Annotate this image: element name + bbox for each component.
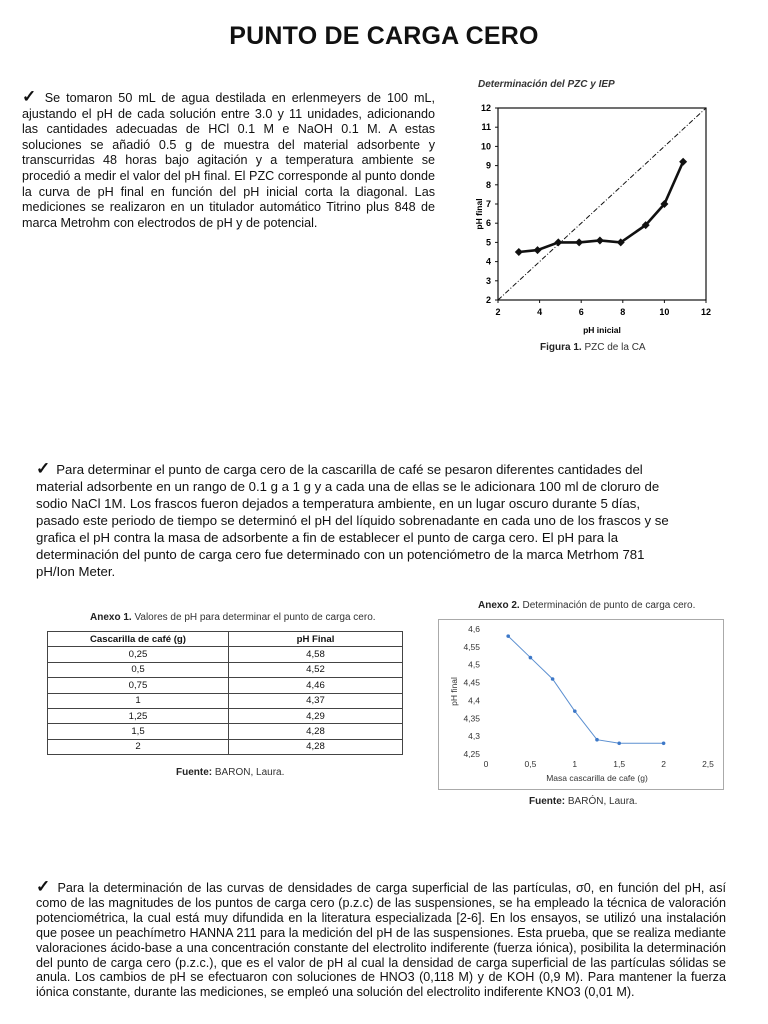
- data-point-marker: [554, 238, 562, 246]
- table-row: [48, 739, 403, 754]
- data-point-marker: [617, 741, 621, 745]
- cell-ph: 4,37: [229, 693, 403, 708]
- annex-2-source: [529, 796, 637, 807]
- x-tick-label: 2: [495, 307, 501, 317]
- x-tick-label: 2: [661, 759, 666, 769]
- y-tick-label: 9: [485, 160, 491, 171]
- figure-1-chart: [470, 96, 720, 340]
- table-row: [48, 678, 403, 693]
- checkmark-icon: ✓: [36, 877, 52, 896]
- cell-mass: 1,5: [48, 724, 229, 739]
- column-header: Cascarilla de café (g): [48, 632, 229, 647]
- checkmark-icon: ✓: [36, 459, 51, 478]
- data-point-marker: [529, 656, 533, 660]
- cell-ph: 4,28: [229, 739, 403, 754]
- data-point-marker: [662, 741, 666, 745]
- annex-1-caption: [90, 612, 376, 623]
- data-point-marker: [679, 158, 687, 166]
- y-tick-label: 4,6: [468, 624, 480, 634]
- y-tick-label: 4,3: [468, 731, 480, 742]
- cell-mass: 0,75: [48, 678, 229, 693]
- section-3-paragraph: [36, 877, 726, 1000]
- section-1-text: Se tomaron 50 mL de agua destilada en erlenmeyers de 100 mL, ajustando el pH de cada solución entre 3.0 y 11 unidades, adicionando las cantidades adecuadas de HCl 0.1 M e NaOH 0.1 M. A estas soluciones se añadió 0.5 g de muestra del material adsorbente y transcurridas 48 horas bajo agitación y a temperatura ambiente se procedió a medir el valor del pH final. El PZC corresponde al punto donde la curva de pH final en función del pH inicial corta la diagonal. Las mediciones se realizaron en un titulador automático Titrino plus 848 de marca Metrohm con electrodos de pH y de potencial.: [22, 91, 435, 230]
- data-point-marker: [534, 246, 542, 254]
- y-tick-label: 8: [485, 179, 491, 190]
- y-tick-label: 11: [481, 122, 491, 133]
- data-point-marker: [573, 709, 577, 713]
- annex-2-source-label: Fuente:: [529, 796, 566, 807]
- y-tick-label: 4,5: [468, 659, 480, 670]
- annex-2-caption-text: Determinación de punto de carga cero.: [522, 600, 696, 611]
- annex-1-source: [176, 767, 284, 778]
- checkmark-icon: ✓: [22, 87, 39, 106]
- x-tick-label: 8: [620, 307, 626, 317]
- x-tick-label: 2,5: [702, 759, 714, 769]
- annex-1-source-label: Fuente:: [176, 767, 213, 778]
- section-2-text: Para determinar el punto de carga cero de la cascarilla de café se pesaron diferentes cantidades del material adsorbente en un rango de 0.1 g a 1 g y a cada una de ellas se le adicionara 100 ml de cloruro de sodio NaCl 1M. Los frascos fueron dejados a temperatura ambiente, en un lugar oscuro durante 5 días, pasado este periodo de tiempo se determinó el pH del líquido sobrenadante en cada uno de los frascos y se grafica el pH contra la masa de adsorbente a fin de establecer el punto de carga cero. El pH para la determinación del punto de carga cero fue determinado con un potenciómetro de la marca Metrhom 781 pH/Ion Meter.: [36, 462, 669, 579]
- y-tick-label: 6: [485, 218, 491, 229]
- figure-1-heading: Determinación del PZC y IEP: [478, 79, 615, 90]
- page-title: PUNTO DE CARGA CERO: [229, 22, 539, 50]
- data-point-marker: [596, 236, 604, 244]
- cell-mass: 0,5: [48, 662, 229, 677]
- section-1-paragraph: [22, 89, 435, 231]
- figure-1-caption-text: PZC de la CA: [584, 342, 646, 353]
- y-tick-label: 4,55: [463, 641, 480, 652]
- y-tick-label: 5: [485, 237, 491, 248]
- cell-mass: 0,25: [48, 647, 229, 662]
- x-axis-label: Masa cascarilla de cafe (g): [546, 773, 648, 783]
- section-3-text: Para la determinación de las curvas de densidades de carga superficial de las partículas, σ0, en función del pH, así como de las magnitudes de los puntos de carga cero (p.z.c) de las suspensiones, se ha empleado la técnica de valoración potenciométrica, la cual está muy difundida en la literatura especializada [2-6]. En los ensayos, se utilizó una instalación que posee un peachímetro HANNA 211 para la medición del pH de las suspensiones. Esta prueba, que se realiza mediante valoraciones ácido-base a una concentración constante del electrolito indiferente (fuerza iónica), posibilita la determinación del punto de carga cero (p.z.c.), que es el valor de pH al cual la densidad de carga superficial de las partículas sólidas se anula. Los cambios de pH se efectuaron con soluciones de HNO3 (0,118 M) y de KOH (0,9 M). Para mantener la fuerza iónica constante, durante las mediciones, se empleó una solución del electrolito indiferente KNO3 (0,01 M).: [36, 881, 726, 1000]
- table-row: [48, 693, 403, 708]
- x-tick-label: 0: [483, 759, 489, 769]
- cell-mass: 1: [48, 693, 229, 708]
- annex-2-caption: [478, 600, 695, 611]
- table-row: [48, 662, 403, 677]
- y-tick-label: 4,45: [463, 677, 480, 688]
- cell-ph: 4,46: [229, 678, 403, 693]
- x-tick-label: 6: [578, 307, 584, 317]
- data-point-marker: [551, 677, 555, 681]
- chart-border: [439, 620, 724, 790]
- x-tick-label: 1,5: [613, 759, 626, 769]
- y-tick-label: 12: [480, 103, 491, 113]
- y-tick-label: 4,25: [463, 749, 480, 759]
- data-point-marker: [595, 738, 599, 742]
- y-tick-label: 2: [485, 295, 491, 305]
- annex-1-caption-label: Anexo 1.: [90, 612, 132, 623]
- y-tick-label: 4: [485, 256, 491, 267]
- section-2-paragraph: [36, 460, 686, 580]
- figure-1-caption-label: Figura 1.: [540, 342, 582, 353]
- annex-1-source-text: BARON, Laura.: [214, 767, 285, 778]
- cell-ph: 4,52: [229, 662, 403, 677]
- cell-ph: 4,29: [229, 708, 403, 723]
- x-axis-label: pH inicial: [583, 325, 621, 335]
- y-tick-label: 4,4: [468, 695, 480, 706]
- x-tick-label: 12: [700, 307, 712, 317]
- cell-ph: 4,28: [229, 724, 403, 739]
- diagonal-line: [498, 108, 706, 300]
- y-tick-label: 10: [480, 141, 491, 152]
- figure-1-caption: [540, 342, 646, 353]
- y-tick-label: 4,35: [463, 713, 480, 724]
- x-tick-label: 10: [659, 307, 670, 317]
- y-tick-label: 7: [485, 199, 491, 209]
- x-tick-label: 1: [572, 759, 578, 769]
- y-axis-label: pH final: [449, 677, 459, 706]
- table-row: [48, 708, 403, 723]
- y-tick-label: 3: [485, 275, 491, 286]
- column-header: pH Final: [229, 632, 403, 647]
- annex-1-caption-text: Valores de pH para determinar el punto de carga cero.: [134, 612, 376, 623]
- data-point-marker: [506, 634, 510, 638]
- cell-mass: 1,25: [48, 708, 229, 723]
- x-tick-label: 0,5: [524, 759, 537, 769]
- annex-2-chart: [438, 619, 724, 790]
- cell-mass: 2: [48, 739, 229, 754]
- annex-2-source-text: BARÓN, Laura.: [567, 796, 638, 807]
- data-point-marker: [515, 248, 523, 256]
- data-point-marker: [575, 238, 583, 246]
- cell-ph: 4,58: [229, 647, 403, 662]
- table-row: [48, 647, 403, 662]
- annex-2-caption-label: Anexo 2.: [478, 600, 520, 611]
- x-tick-label: 4: [537, 307, 543, 317]
- table-header-row: [48, 632, 403, 647]
- y-axis-label: pH final: [474, 198, 484, 230]
- annex-1-table: [47, 631, 403, 755]
- table-row: [48, 724, 403, 739]
